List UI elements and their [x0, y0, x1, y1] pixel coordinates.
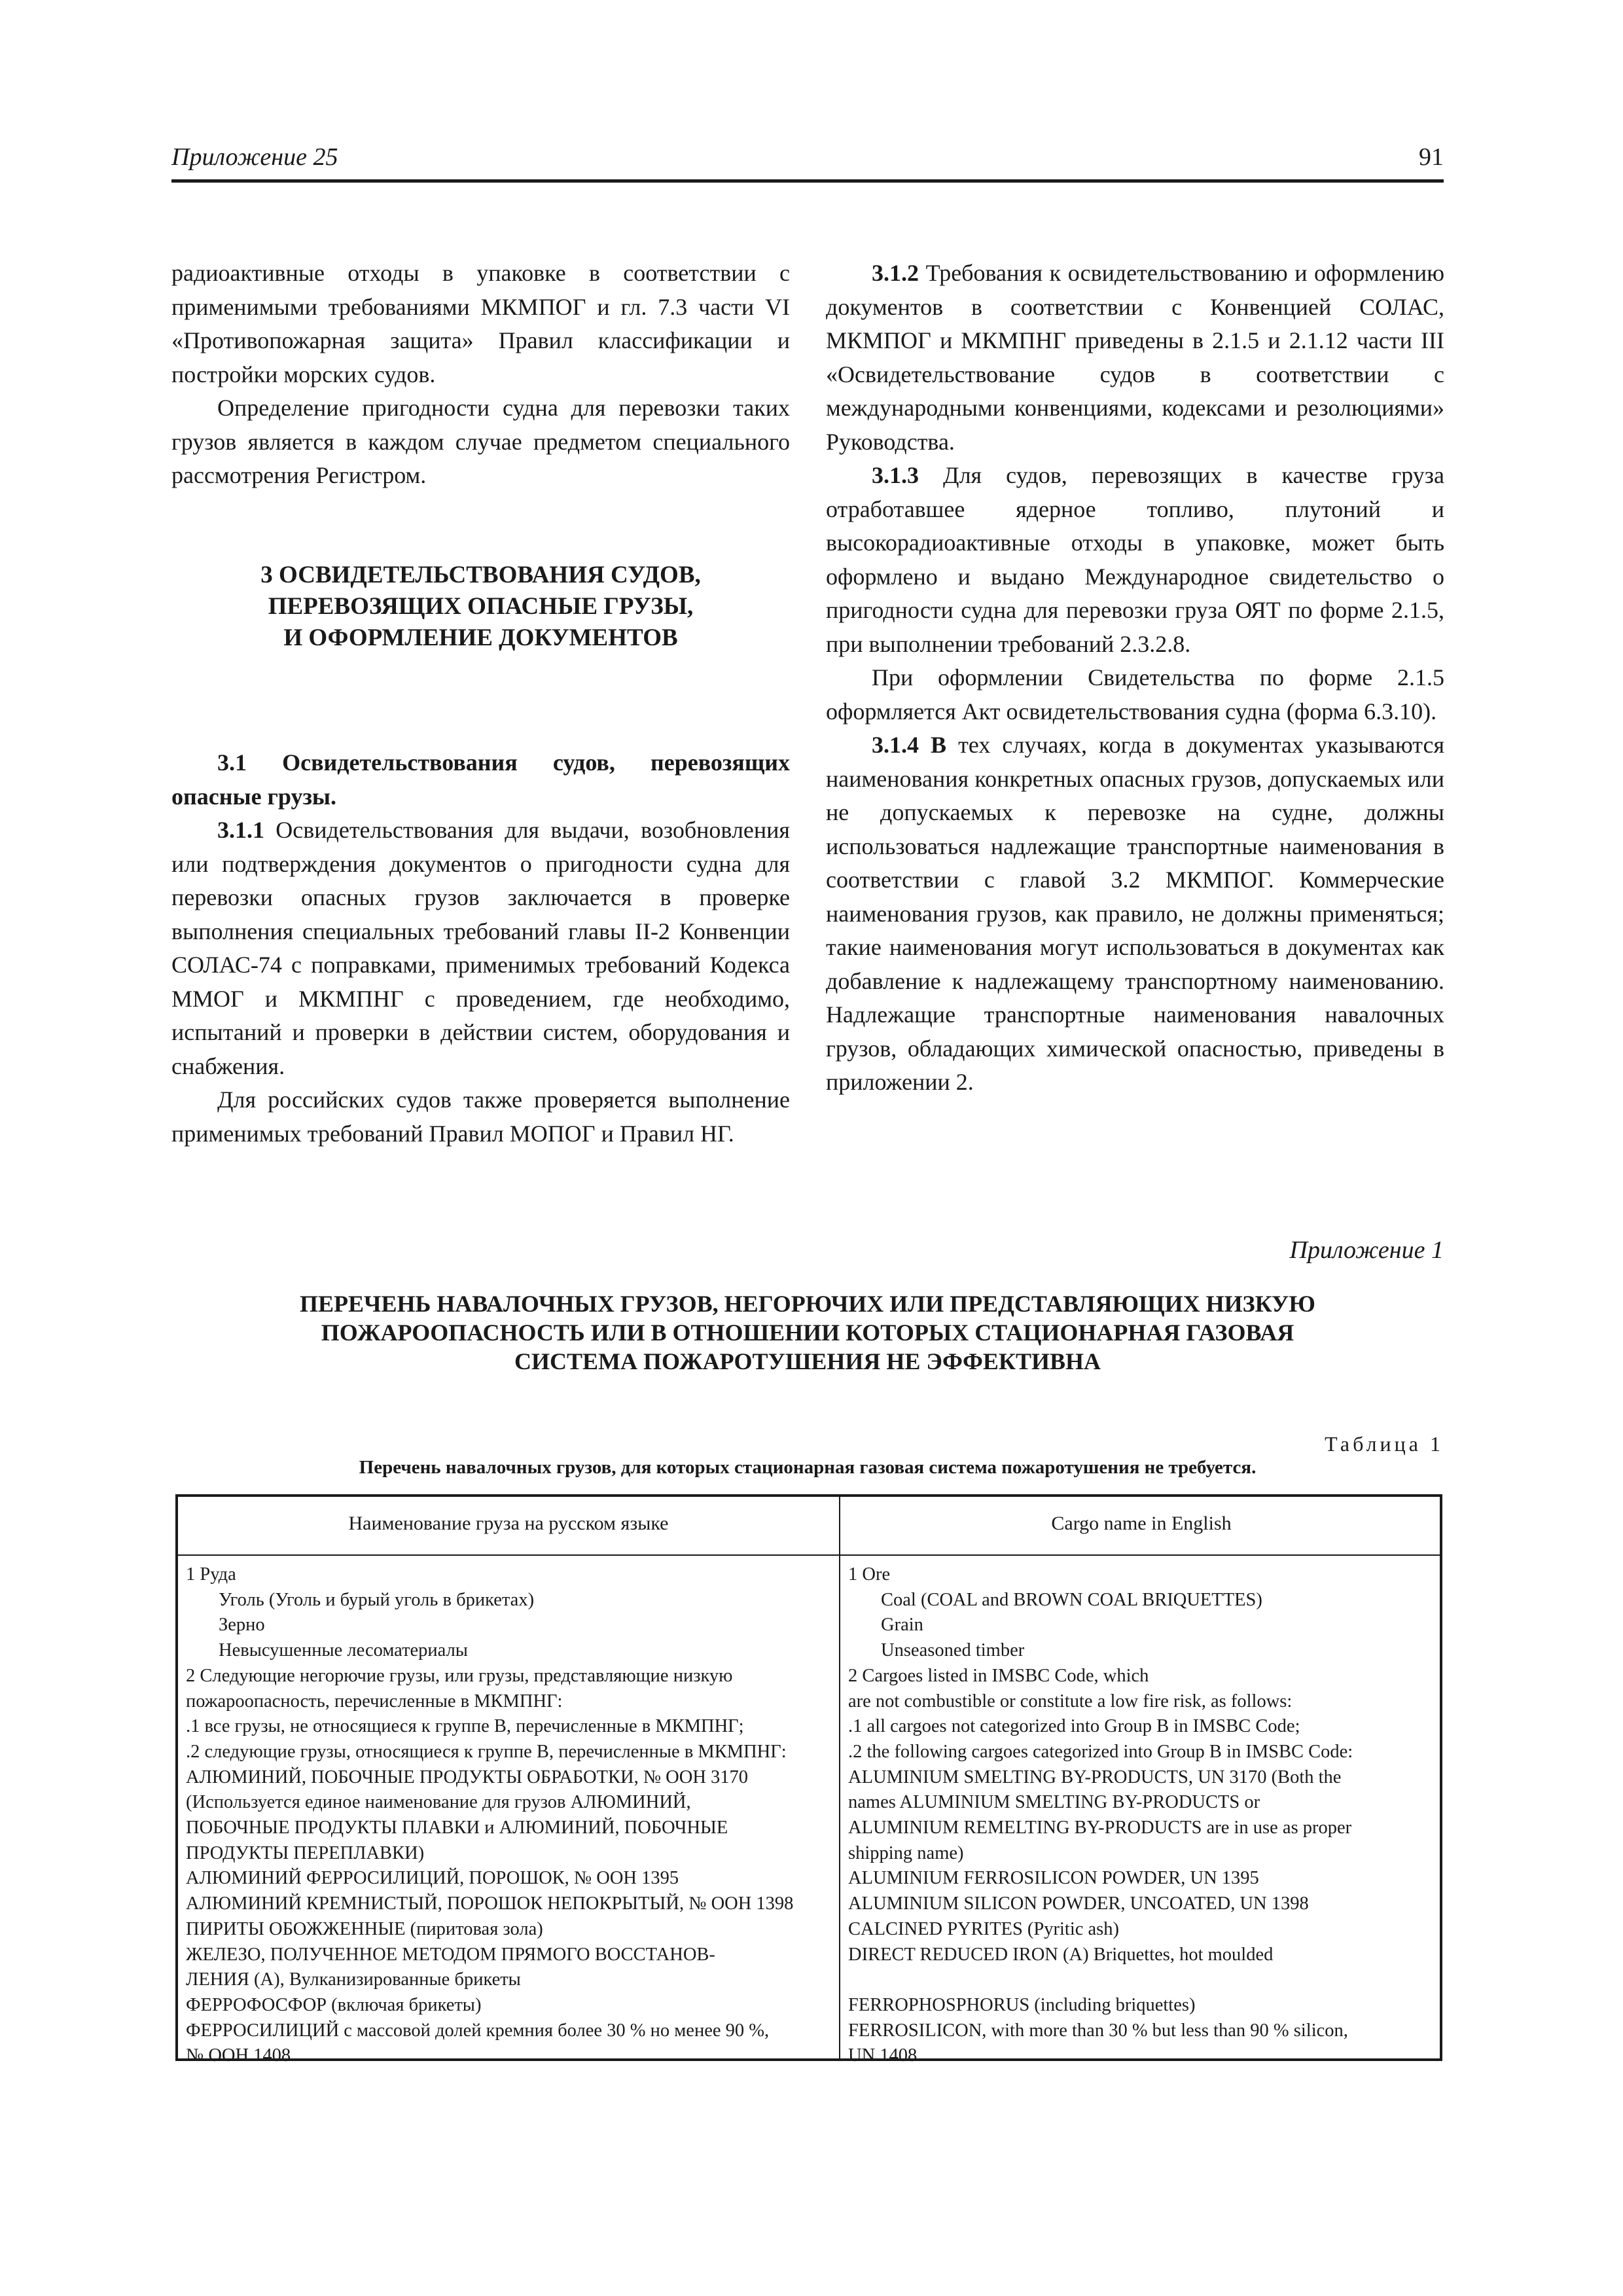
table-cell-ru: [186, 1562, 832, 2069]
table-line: Unseasoned timber: [881, 1640, 1025, 1661]
clause-number: 3.1.3: [872, 462, 919, 488]
paragraph-text: Требования к освидетельствованию и оформлению документов в соответствии с Конвенцией СОЛАС, МКМПОГ и МКМПНГ приведены в 2.1.5 и 2.1.12 части III «Освидетельствование судов в соответствии с международными конвенциями, кодексами и резолюциями» Руководства.: [826, 260, 1444, 455]
table-line: DIRECT REDUCED IRON (A) Briquettes, hot moulded: [848, 1944, 1274, 1965]
table-line: АЛЮМИНИЙ ФЕРРОСИЛИЦИЙ, ПОРОШОК, № ООН 1395: [186, 1868, 679, 1889]
table-line: FERROPHOSPHORUS (including briquettes): [848, 1994, 1196, 2015]
paragraph: Для российских судов также проверяется выполнение применимых требований Правил МОПОГ и Правил НГ.: [171, 1086, 790, 1147]
table-line: FERROSILICON, with more than 30 % but less than 90 % silicon,: [848, 2020, 1348, 2041]
paragraph: [826, 728, 1444, 1100]
table-line: (Используется единое наименование для грузов АЛЮМИНИЙ,: [186, 1792, 691, 1813]
table-line: 1 Руда: [186, 1564, 236, 1585]
header-title: Приложение 25: [171, 143, 338, 171]
page-number: 91: [1419, 143, 1444, 171]
table-line: Уголь (Уголь и бурый уголь в брикетах): [219, 1589, 535, 1610]
subsection-title: 3.1 Освидетельствования судов, перевозящих опасные грузы.: [171, 749, 790, 810]
table-line: ПРОДУКТЫ ПЕРЕПЛАВКИ): [186, 1842, 425, 1863]
paragraph: [826, 459, 1444, 661]
clause-number: 3.1.4 В: [872, 732, 947, 758]
paragraph: [171, 814, 790, 1083]
table-line: 1 Ore: [848, 1564, 891, 1585]
left-column-lower: [171, 746, 790, 1151]
clause-number: 3.1.1: [217, 817, 264, 843]
table-line: .1 all cargoes not categorized into Group B in IMSBC Code;: [848, 1716, 1300, 1737]
table-line: ПИРИТЫ ОБОЖЖЕННЫЕ (пиритовая зола): [186, 1918, 543, 1939]
clause-number: 3.1.2: [872, 260, 919, 286]
table-line: пожароопасность, перечисленные в МКМПНГ:: [186, 1691, 563, 1712]
table-line-blank: [848, 1967, 1434, 1993]
right-column: [826, 257, 1444, 1100]
table-line: Grain: [881, 1615, 923, 1636]
column-divider: [839, 1497, 840, 2058]
table-line: Зерно: [219, 1615, 265, 1636]
paragraph: При оформлении Свидетельства по форме 2.1.5 оформляется Акт освидетельствования судна (форма 6.3.10).: [826, 664, 1444, 725]
table-cell-en: [848, 1562, 1434, 2069]
table-line: shipping name): [848, 1842, 964, 1863]
table-line: .2 следующие грузы, относящиеся к группе В, перечисленные в МКМПНГ:: [186, 1741, 787, 1762]
page-header: [171, 143, 1444, 183]
table-line: .1 все грузы, не относящиеся к группе В, перечисленные в МКМПНГ;: [186, 1716, 744, 1737]
table-line: ЛЕНИЯ (А), Вулканизированные брикеты: [186, 1969, 521, 1990]
table-line: ФЕРРОФОСФОР (включая брикеты): [186, 1994, 482, 2015]
header-divider: [178, 1554, 1440, 1556]
appendix-title-line: ПЕРЕЧЕНЬ НАВАЛОЧНЫХ ГРУЗОВ, НЕГОРЮЧИХ ИЛИ ПРЕДСТАВЛЯЮЩИХ НИЗКУЮ: [300, 1291, 1315, 1317]
left-column: [171, 257, 790, 493]
table-caption: Перечень навалочных грузов, для которых стационарная газовая система пожаротушения не требуется.: [359, 1457, 1257, 1478]
table-line: АЛЮМИНИЙ, ПОБОЧНЫЕ ПРОДУКТЫ ОБРАБОТКИ, № ООН 3170: [186, 1767, 749, 1787]
section-title-line: 3 ОСВИДЕТЕЛЬСТВОВАНИЯ СУДОВ,: [260, 562, 701, 588]
paragraph-text: Для судов, перевозящих в качестве груза отработавшее ядерное топливо, плутоний и высокорадиоактивные отходы в упаковке, может быть оформлено и выдано Международное свидетельство о пригодности судна для перевозки груза ОЯТ по форме 2.1.5, при выполнении требований 2.3.2.8.: [826, 462, 1444, 657]
table-line: are not combustible or constitute a low fire risk, as follows:: [848, 1691, 1293, 1712]
section-title-line: И ОФОРМЛЕНИЕ ДОКУМЕНТОВ: [283, 624, 678, 651]
paragraph: Определение пригодности судна для перевозки таких грузов является в каждом случае предметом специального рассмотрения Регистром.: [171, 395, 790, 488]
appendix-title: [171, 1289, 1444, 1376]
section-title-line: ПЕРЕВОЗЯЩИХ ОПАСНЫЕ ГРУЗЫ,: [268, 593, 694, 620]
paragraph: радиоактивные отходы в упаковке в соответствии с применимыми требованиями МКМПОГ и гл. 7.3 части VI «Противопожарная защита» Правил классификации и постройки морских судов.: [171, 260, 790, 387]
table-line: ALUMINIUM FERROSILICON POWDER, UN 1395: [848, 1868, 1259, 1889]
table-line: 2 Следующие негорючие грузы, или грузы, представляющие низкую: [186, 1665, 733, 1686]
cargo-table: [175, 1494, 1442, 2066]
table-line: ФЕРРОСИЛИЦИЙ с массовой долей кремния более 30 % но менее 90 %,: [186, 2020, 770, 2041]
table-line: names ALUMINIUM SMELTING BY-PRODUCTS or: [848, 1792, 1260, 1813]
appendix-title-line: ПОЖАРООПАСНОСТЬ ИЛИ В ОТНОШЕНИИ КОТОРЫХ СТАЦИОНАРНАЯ ГАЗОВАЯ: [321, 1319, 1294, 1346]
table-line: .2 the following cargoes categorized into Group B in IMSBC Code:: [848, 1741, 1353, 1762]
section-title: [171, 560, 790, 654]
table-line: ALUMINIUM SMELTING BY-PRODUCTS, UN 3170 (Both the: [848, 1767, 1342, 1787]
paragraph: [826, 257, 1444, 459]
table-line: 2 Cargoes listed in IMSBC Code, which: [848, 1665, 1149, 1686]
paragraph-text: Освидетельствования для выдачи, возобновления или подтверждения документов о пригодности судна для перевозки опасных грузов заключается в проверке выполнения специальных требований главы II-2 Конвенции СОЛАС-74 с поправками, применимых требований Кодекса ММОГ и МКМПНГ с проведением, где необходимо, испытаний и проверки в действии систем, оборудования и снабжения.: [171, 817, 790, 1079]
table-line: CALCINED PYRITES (Pyritic ash): [848, 1918, 1120, 1939]
column-header-ru: Наименование груза на русском языке: [348, 1513, 669, 1534]
column-header-en: Cargo name in English: [1051, 1513, 1232, 1534]
table-line: АЛЮМИНИЙ КРЕМНИСТЫЙ, ПОРОШОК НЕПОКРЫТЫЙ, № ООН 1398: [186, 1893, 794, 1914]
table-line: Coal (COAL and BROWN COAL BRIQUETTES): [881, 1589, 1262, 1610]
table-line: ЖЕЛЕЗО, ПОЛУЧЕННОЕ МЕТОДОМ ПРЯМОГО ВОССТАНОВ-: [186, 1944, 715, 1965]
table-line: № ООН 1408: [186, 2045, 291, 2066]
appendix-title-line: СИСТЕМА ПОЖАРОТУШЕНИЯ НЕ ЭФФЕКТИВНА: [514, 1348, 1101, 1374]
table-line: ALUMINIUM REMELTING BY-PRODUCTS are in use as proper: [848, 1818, 1352, 1839]
table-line: Невысушенные лесоматериалы: [219, 1640, 468, 1661]
table-line: UN 1408: [848, 2045, 918, 2066]
table-line: ПОБОЧНЫЕ ПРОДУКТЫ ПЛАВКИ и АЛЮМИНИЙ, ПОБОЧНЫЕ: [186, 1818, 728, 1839]
table-label: Таблица 1: [1325, 1432, 1444, 1456]
appendix-label: Приложение 1: [1289, 1236, 1444, 1264]
table-line: ALUMINIUM SILICON POWDER, UNCOATED, UN 1398: [848, 1893, 1309, 1914]
paragraph-text: тех случаях, когда в документах указываются наименования конкретных опасных грузов, допускаемых или не допускаемых к перевозке на судне, должны использоваться надлежащие транспортные наименования в соответствии с главой 3.2 МКМПОГ. Коммерческие наименования грузов, как правило, не должны применяться; такие наименования могут использоваться в документах как добавление к надлежащему транспортному наименованию. Надлежащие транспортные наименования навалочных грузов, обладающих химической опасностью, приведены в приложении 2.: [826, 732, 1445, 1095]
